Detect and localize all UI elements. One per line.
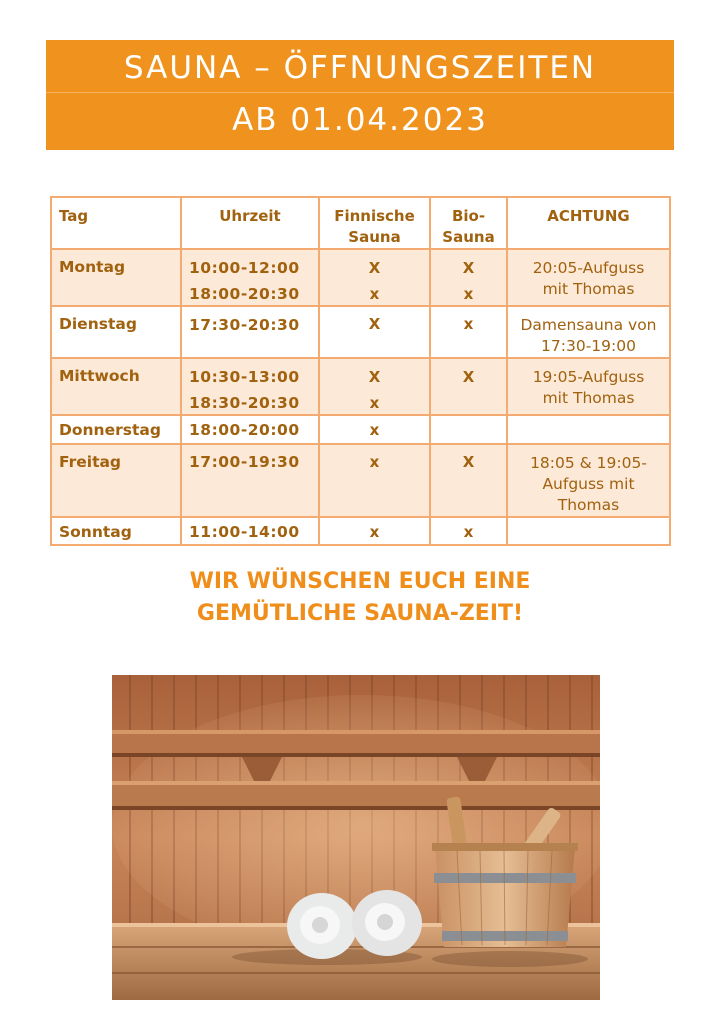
table-row	[51, 358, 670, 415]
table-row	[51, 415, 670, 444]
mark: x	[463, 285, 474, 303]
row-time	[181, 249, 319, 306]
row-bio-mark: x	[430, 306, 507, 358]
mark: X	[462, 259, 475, 277]
row-bio-mark: x	[430, 517, 507, 545]
header-bio-line1: Bio-	[451, 207, 486, 225]
greeting-line2: GEMÜTLICHE SAUNA-ZEIT!	[196, 601, 524, 626]
mark: X	[462, 368, 475, 386]
row-note	[507, 306, 670, 358]
banner-divider	[46, 92, 674, 93]
row-time	[181, 306, 319, 358]
note-line: 17:30-19:00	[541, 337, 636, 355]
header-bio-sauna	[430, 197, 507, 249]
time-slot: 17:30-20:30	[189, 316, 300, 334]
row-finnish-mark: x	[319, 444, 430, 517]
header-finnish-line1: Finnische	[334, 207, 415, 225]
row-finnish-mark: x	[319, 517, 430, 545]
row-time	[181, 358, 319, 415]
header-time: Uhrzeit	[181, 197, 319, 249]
title-banner	[46, 40, 674, 150]
row-finnish-mark: x	[319, 415, 430, 444]
opening-hours-table	[50, 196, 671, 546]
row-bio-mark: X	[430, 444, 507, 517]
row-note	[507, 358, 670, 415]
mark: x	[369, 285, 380, 303]
sauna-photo	[112, 675, 600, 1000]
page-title: SAUNA – ÖFFNUNGSZEITEN	[123, 50, 597, 86]
row-finnish-mark: X	[319, 306, 430, 358]
mark: X	[368, 259, 381, 277]
row-time: 17:00-19:30	[181, 444, 319, 517]
row-bio-mark	[430, 249, 507, 306]
row-day: Donnerstag	[51, 415, 181, 444]
note-line: 20:05-Aufguss	[532, 259, 645, 277]
row-note	[507, 249, 670, 306]
time-slot: 10:00-12:00	[189, 259, 300, 277]
note-line: Thomas	[557, 496, 620, 514]
table-row	[51, 444, 670, 517]
row-time: 11:00-14:00	[181, 517, 319, 545]
header-finnish-sauna	[319, 197, 430, 249]
sauna-illustration	[112, 675, 600, 1000]
row-note	[507, 415, 670, 444]
row-bio-mark	[430, 415, 507, 444]
row-day: Sonntag	[51, 517, 181, 545]
mark: x	[369, 394, 380, 412]
header-attention: ACHTUNG	[507, 197, 670, 249]
row-day: Dienstag	[51, 306, 181, 358]
row-time: 18:00-20:00	[181, 415, 319, 444]
row-day: Montag	[51, 249, 181, 306]
row-day: Mittwoch	[51, 358, 181, 415]
table-row	[51, 249, 670, 306]
row-note	[507, 517, 670, 545]
table-row	[51, 517, 670, 545]
greeting-text	[0, 566, 720, 630]
note-line: Damensauna von	[520, 316, 657, 334]
mark: X	[368, 368, 381, 386]
row-finnish-mark	[319, 358, 430, 415]
row-day: Freitag	[51, 444, 181, 517]
time-slot: 10:30-13:00	[189, 368, 300, 386]
time-slot: 18:30-20:30	[189, 394, 300, 412]
note-line: mit Thomas	[542, 389, 635, 407]
table-row	[51, 306, 670, 358]
note-line: Aufguss mit	[542, 475, 635, 493]
row-finnish-mark	[319, 249, 430, 306]
time-slot: 18:00-20:30	[189, 285, 300, 303]
row-note	[507, 444, 670, 517]
header-finnish-line2: Sauna	[348, 228, 401, 246]
note-line: 18:05 & 19:05-	[530, 454, 647, 472]
header-day: Tag	[51, 197, 181, 249]
header-bio-line2: Sauna	[442, 228, 495, 246]
row-bio-mark	[430, 358, 507, 415]
table-header-row	[51, 197, 670, 249]
valid-from-date: AB 01.04.2023	[232, 102, 488, 138]
note-line: 19:05-Aufguss	[532, 368, 645, 386]
note-line: mit Thomas	[542, 280, 635, 298]
greeting-line1: WIR WÜNSCHEN EUCH EINE	[189, 569, 531, 594]
